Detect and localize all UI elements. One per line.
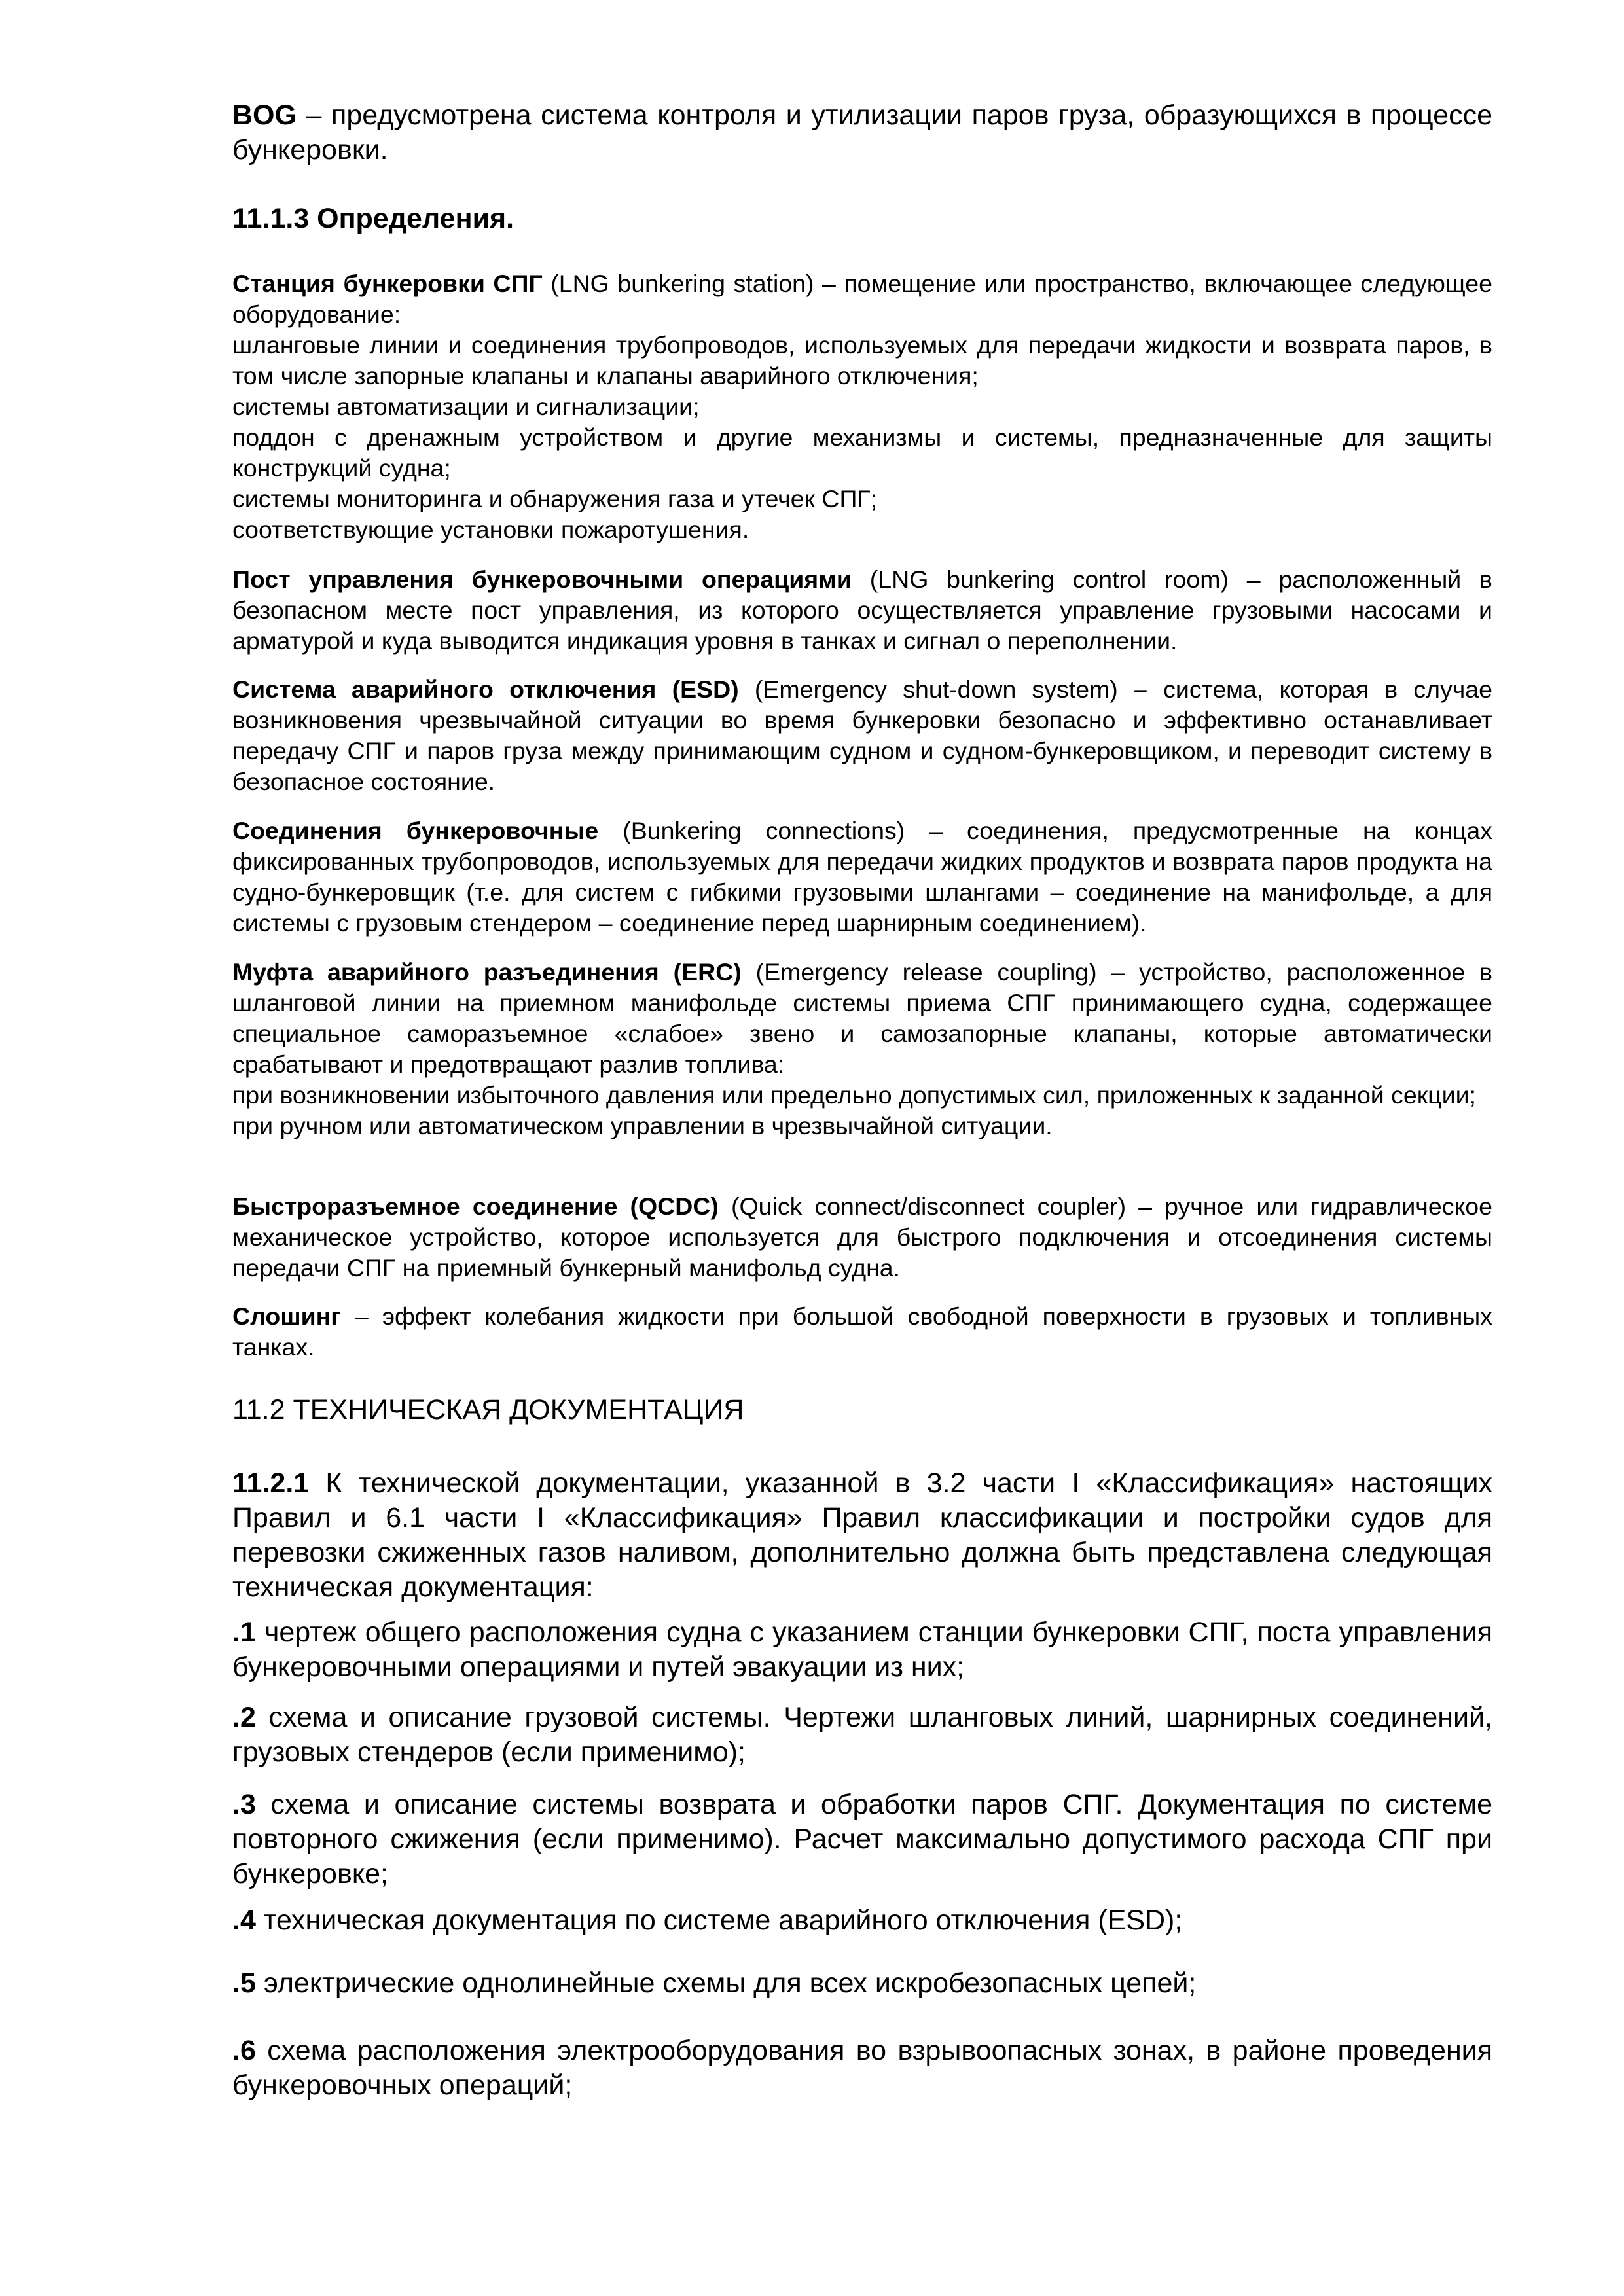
text-qcdc: (Quick connect/disconnect coupler) – ручное или гидравлическое механическое устройство, которое используется для быстрого подключения и отсоединения системы передачи СПГ на приемный бункерный манифольд судна.	[232, 1193, 1492, 1282]
item-text: техническая документация по системе аварийного отключения (ESD);	[255, 1905, 1183, 1936]
term-esd: Система аварийного отключения (ESD)	[232, 675, 739, 703]
station-item: соответствующие установки пожаротушения.	[232, 516, 749, 543]
definition-connections	[232, 816, 1492, 939]
text-connections: (Bunkering connections) – соединения, предусмотренные на концах фиксированных трубопроводов, используемых для передачи жидких продуктов и возврата паров продукта на судно-бункеровщик (т.е. для систем с гибкими грузовыми шлангами – соединение на манифольде, а для системы с грузовым стендером – соединение перед шарнирным соединением).	[232, 817, 1492, 937]
term-station: Станция бункеровки СПГ	[232, 270, 543, 297]
text-sloshing: – эффект колебания жидкости при большой свободной поверхности в грузовых и топливных танках.	[232, 1302, 1492, 1361]
paragraph-number: 11.2.1	[232, 1467, 310, 1499]
doc-item-5	[232, 1966, 1492, 2001]
item-number: .2	[232, 1702, 256, 1733]
bog-paragraph	[232, 98, 1492, 168]
doc-item-1	[232, 1615, 1492, 1685]
item-text: схема и описание грузовой системы. Чертежи шланговых линий, шарнирных соединений, грузовых стендеров (если применимо);	[232, 1702, 1492, 1768]
term-connections: Соединения бункеровочные	[232, 817, 599, 844]
definition-station	[232, 268, 1492, 545]
station-item: системы мониторинга и обнаружения газа и утечек СПГ;	[232, 485, 878, 512]
doc-item-3	[232, 1787, 1492, 1892]
definition-erc	[232, 957, 1492, 1141]
paragraph-11-2-1	[232, 1466, 1492, 1605]
text-control-post: (LNG bunkering control room) – расположенный в безопасном месте пост управления, из которого осуществляется управление грузовыми насосами и арматурой и куда выводится индикация уровня в танках и сигнал о переполнении.	[232, 565, 1492, 655]
doc-item-4	[232, 1903, 1492, 1938]
doc-item-2	[232, 1700, 1492, 1770]
definition-esd	[232, 674, 1492, 797]
item-text: схема расположения электрооборудования во взрывоопасных зонах, в районе проведения бункеровочных операций;	[232, 2035, 1492, 2101]
bog-term: BOG	[232, 99, 297, 131]
item-number: .3	[232, 1789, 256, 1820]
bog-text: – предусмотрена система контроля и утилизации паров груза, образующихся в процессе бункеровки.	[232, 99, 1492, 166]
station-item: поддон с дренажным устройством и другие механизмы и системы, предназначенные для защиты конструкций судна;	[232, 423, 1492, 482]
item-text: схема и описание системы возврата и обработки паров СПГ. Документация по системе повторного сжижения (если применимо). Расчет максимально допустимого расхода СПГ при бункеровке;	[232, 1789, 1492, 1890]
item-number: .5	[232, 1967, 256, 1999]
definition-qcdc	[232, 1191, 1492, 1283]
term-qcdc: Быстроразъемное соединение (QCDC)	[232, 1193, 719, 1220]
erc-item: при ручном или автоматическом управлении в чрезвычайной ситуации.	[232, 1112, 1053, 1139]
item-number: .1	[232, 1617, 256, 1648]
esd-dash: –	[1134, 675, 1147, 703]
item-text: электрические однолинейные схемы для всех искробезопасных цепей;	[255, 1967, 1197, 1999]
text-station: (LNG bunkering station) – помещение или пространство, включающее следующее оборудование:	[232, 270, 1492, 328]
definition-control-post	[232, 564, 1492, 656]
term-erc: Муфта аварийного разъединения (ERC)	[232, 958, 742, 986]
section-heading-11-1-3: 11.1.3 Определения.	[232, 203, 514, 234]
item-number: .4	[232, 1905, 256, 1936]
station-item: шланговые линии и соединения трубопроводов, используемых для передачи жидкости и возврата паров, в том числе запорные клапаны и клапаны аварийного отключения;	[232, 331, 1492, 389]
doc-item-6	[232, 2034, 1492, 2103]
station-item: системы автоматизации и сигнализации;	[232, 393, 700, 420]
text-esd-a: (Emergency shut-down system)	[738, 675, 1134, 703]
item-text: чертеж общего расположения судна с указанием станции бункеровки СПГ, поста управления бункеровочными операциями и путей эвакуации из них;	[232, 1617, 1492, 1683]
paragraph-text: К технической документации, указанной в 3.2 части I «Классификация» настоящих Правил и 6.1 части I «Классификация» Правил классификации и постройки судов для перевозки сжиженных газов наливом, дополнительно должна быть представлена следующая техническая документация:	[232, 1467, 1492, 1603]
term-sloshing: Слошинг	[232, 1302, 341, 1330]
term-control-post: Пост управления бункеровочными операциями	[232, 565, 852, 593]
text-erc: (Emergency release coupling) – устройство, расположенное в шланговой линии на приемном манифольде системы приема СПГ принимающего судна, содержащее специальное саморазъемное «слабое» звено и самозапорные клапаны, которые автоматически срабатывают и предотвращают разлив топлива:	[232, 958, 1493, 1078]
text-esd-b: система, которая в случае возникновения чрезвычайной ситуации во время бункеровки безопасно и эффективно останавливает передачу СПГ и паров груза между принимающим судном и судном-бункеровщиком, и переводит систему в безопасное состояние.	[232, 675, 1492, 795]
erc-item: при возникновении избыточного давления или предельно допустимых сил, приложенных к заданной секции;	[232, 1081, 1476, 1109]
definition-sloshing	[232, 1301, 1492, 1363]
item-number: .6	[232, 2035, 256, 2066]
section-heading-11-2: 11.2 ТЕХНИЧЕСКАЯ ДОКУМЕНТАЦИЯ	[232, 1394, 744, 1426]
